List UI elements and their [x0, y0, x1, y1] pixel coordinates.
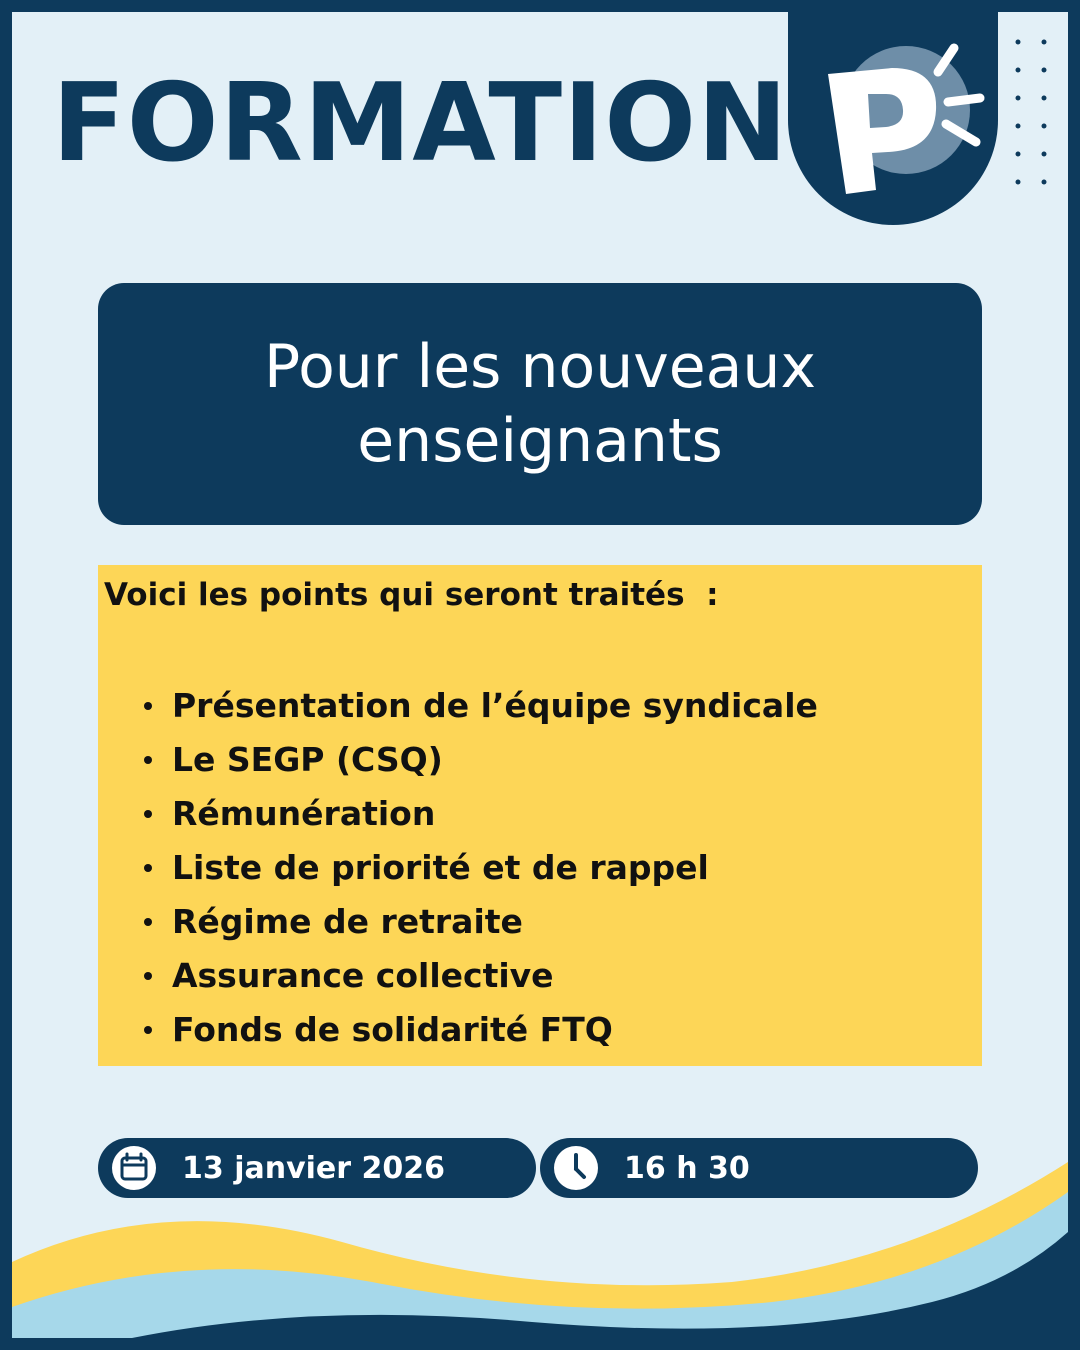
bullet-icon: [144, 972, 152, 980]
list-item: [140, 733, 818, 787]
logo-p-icon: [788, 12, 998, 222]
list-item: [140, 841, 818, 895]
poster-panel: [12, 12, 1068, 1338]
list-item: [140, 949, 818, 1003]
bullet-icon: [144, 864, 152, 872]
subtitle-line-1: Pour les nouveaux: [264, 332, 816, 402]
bullet-icon: [144, 756, 152, 764]
subtitle-line-2: enseignants: [357, 406, 723, 476]
subtitle-box: [98, 283, 982, 525]
topic-label: Rémunération: [172, 794, 436, 833]
list-item: [140, 895, 818, 949]
event-date: 13 janvier 2026: [182, 1150, 445, 1186]
topics-box: [98, 565, 982, 1066]
page-title: FORMATION: [52, 61, 789, 186]
topic-label: Liste de priorité et de rappel: [172, 848, 709, 887]
event-time: 16 h 30: [624, 1150, 750, 1186]
topic-label: Présentation de l’équipe syndicale: [172, 686, 818, 725]
topics-list: [140, 679, 818, 1057]
bullet-icon: [144, 918, 152, 926]
topic-label: Fonds de solidarité FTQ: [172, 1010, 613, 1049]
bullet-icon: [144, 810, 152, 818]
bullet-icon: [144, 702, 152, 710]
list-item: [140, 1003, 818, 1057]
topic-label: Assurance collective: [172, 956, 554, 995]
list-item: [140, 787, 818, 841]
topics-intro: Voici les points qui seront traités :: [104, 577, 719, 613]
bullet-icon: [144, 1026, 152, 1034]
subtitle: [190, 330, 890, 478]
decorative-dots: [1012, 38, 1052, 198]
topic-label: Régime de retraite: [172, 902, 523, 941]
topic-label: Le SEGP (CSQ): [172, 740, 443, 779]
list-item: [140, 679, 818, 733]
decorative-waves: [12, 1132, 1068, 1338]
